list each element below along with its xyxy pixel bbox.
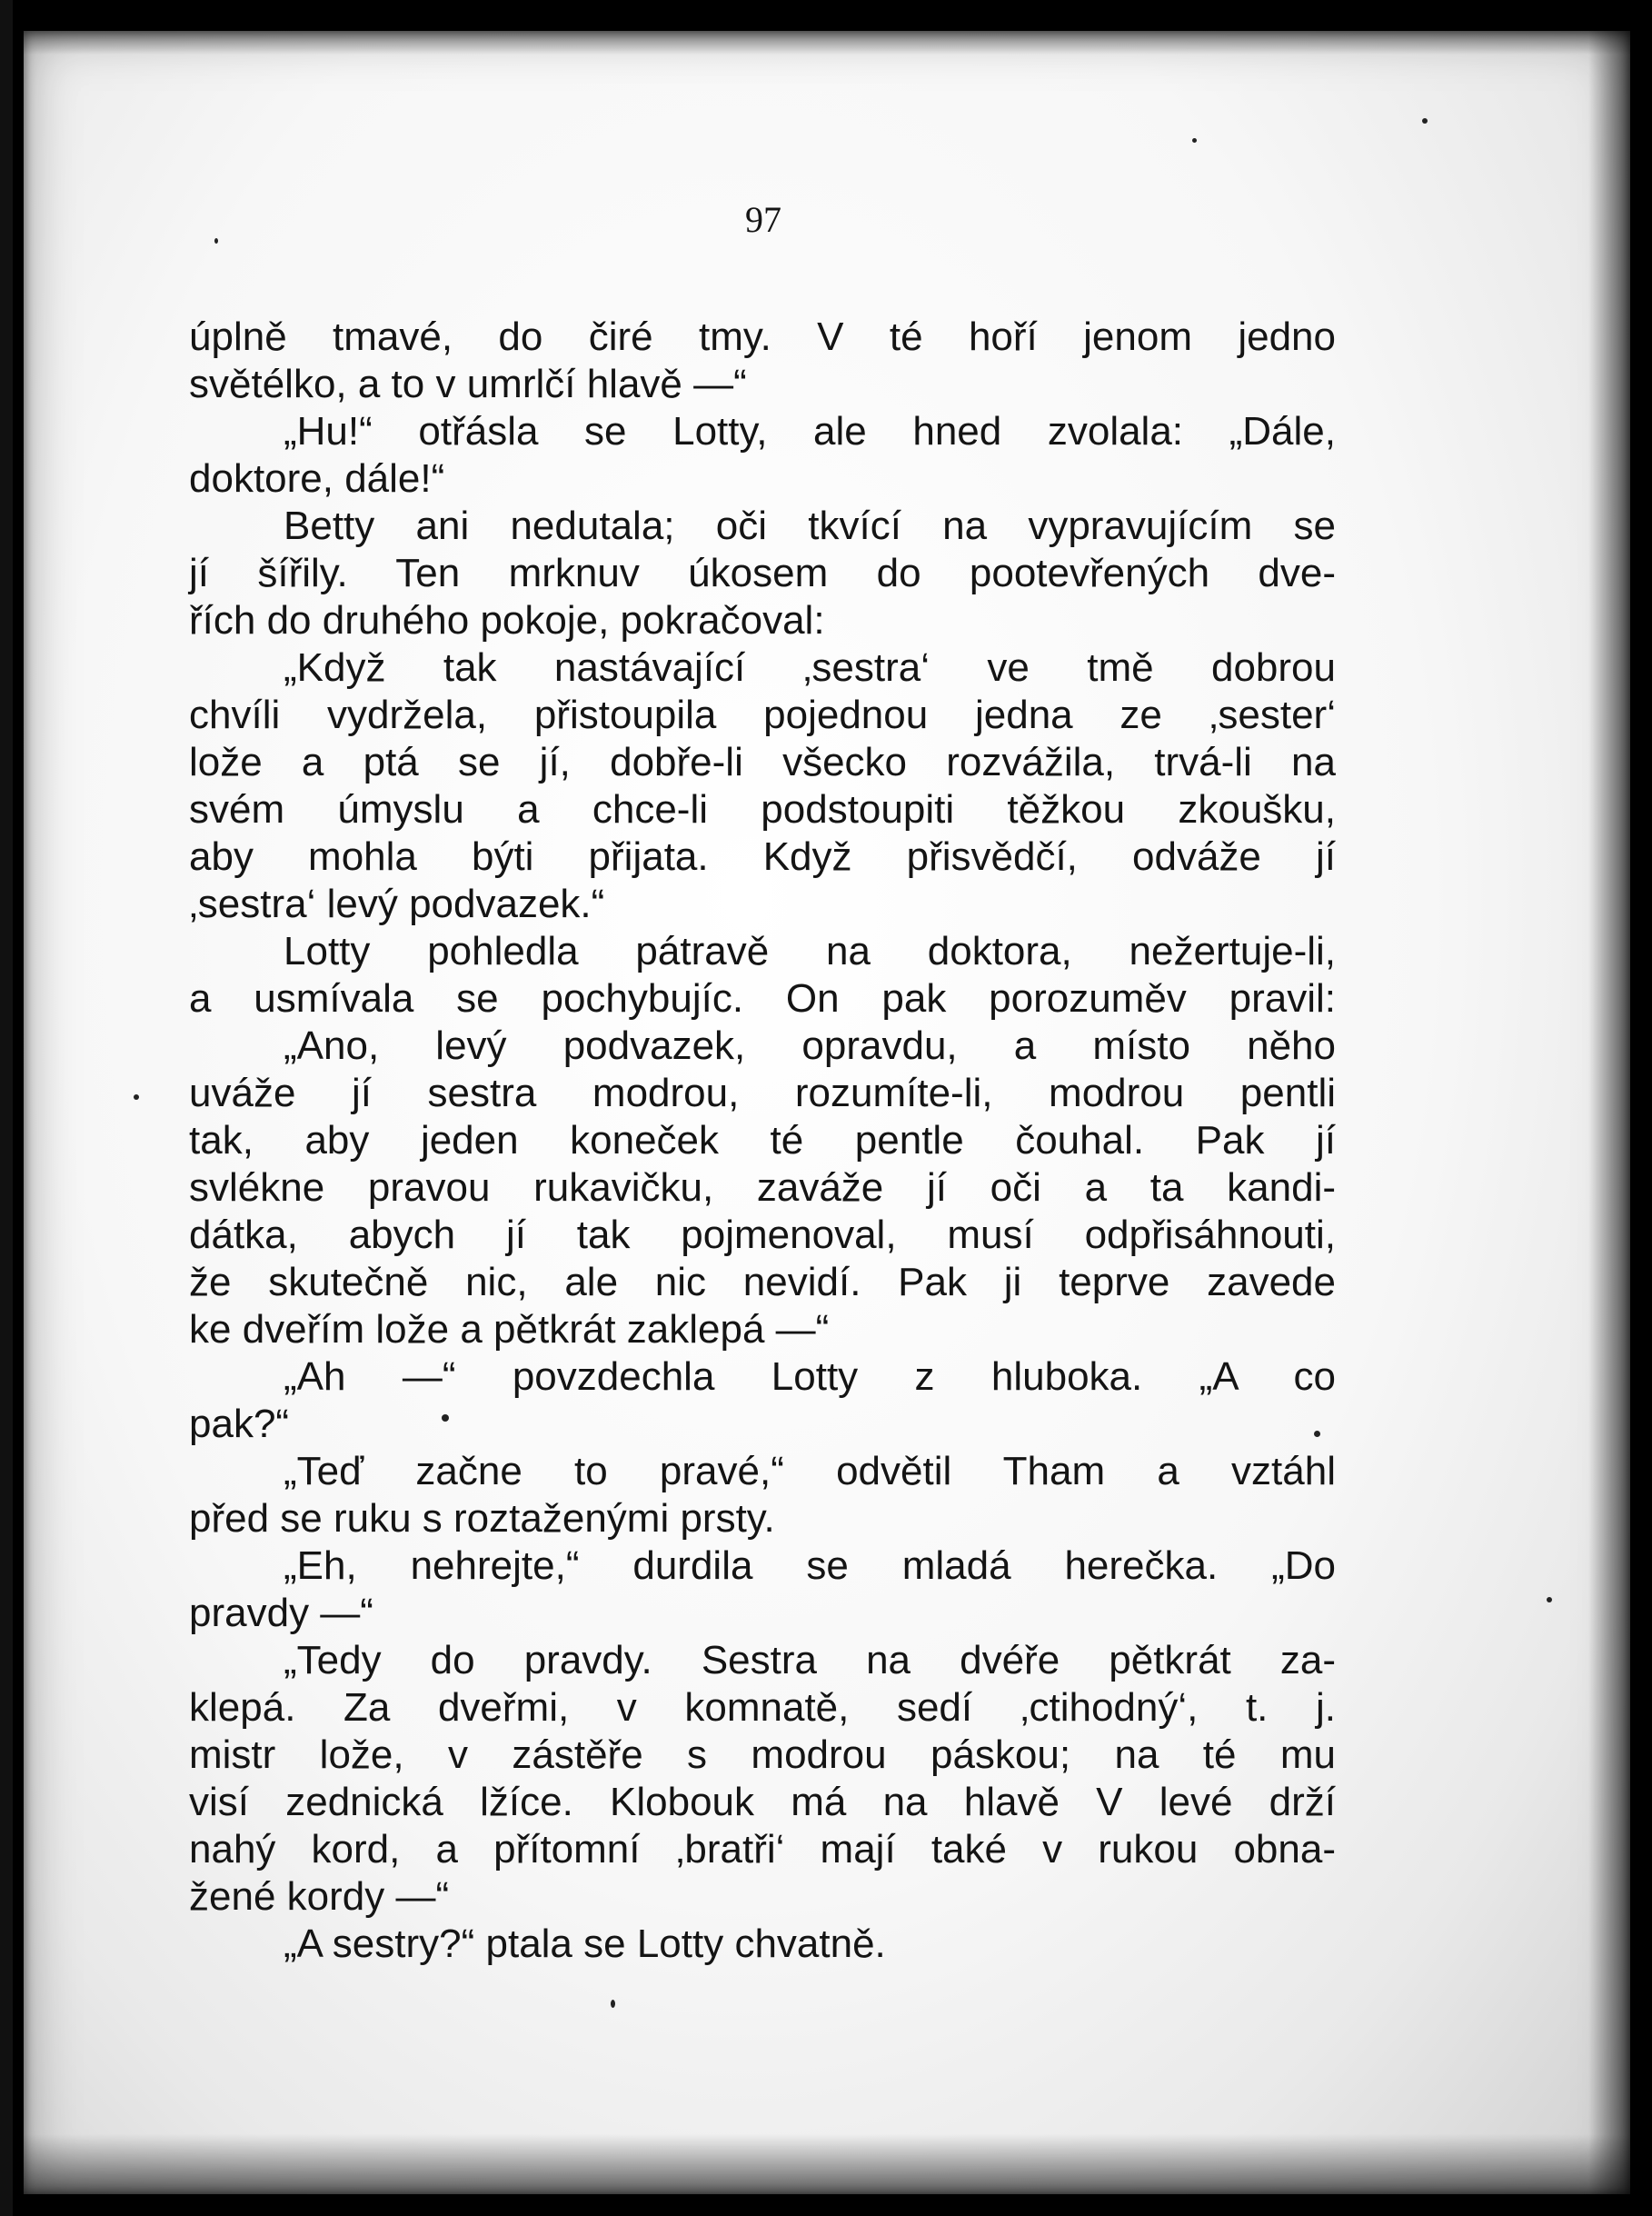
- text-line: Betty ani nedutala; oči tkvící na vypravujícím se: [284, 504, 1336, 548]
- text-line: pravdy —“: [189, 1591, 373, 1635]
- right-edge-shadow: [1588, 0, 1652, 2216]
- body-text: [189, 314, 1336, 1968]
- text-line: pak?“: [189, 1402, 290, 1446]
- dust-speck: [134, 1094, 139, 1100]
- text-line: doktore, dále!“: [189, 456, 445, 501]
- text-line: světélko, a to v umrlčí hlavě —“: [189, 362, 747, 406]
- text-line: aby mohla býti přijata. Když přisvědčí, odváže jí: [189, 834, 1336, 879]
- text-line: před se ruku s roztaženými prsty.: [189, 1496, 775, 1541]
- text-line: ‚sestra‘ levý podvazek.“: [189, 882, 605, 926]
- text-line: dátka, abych jí tak pojmenoval, musí odpřisáhnouti,: [189, 1213, 1336, 1257]
- text-line: „Eh, nehrejte,“ durdila se mladá herečka. „Do: [284, 1543, 1336, 1588]
- top-edge-shadow: [0, 0, 1652, 55]
- text-line: a usmívala se pochybujíc. On pak porozuměv pravil:: [189, 976, 1336, 1021]
- bottom-edge-shadow: [0, 2134, 1652, 2216]
- dust-speck: [1547, 1597, 1552, 1602]
- text-line: visí zednická lžíce. Klobouk má na hlavě V levé drží: [189, 1780, 1336, 1824]
- text-line: uváže jí sestra modrou, rozumíte-li, modrou pentli: [189, 1071, 1336, 1115]
- page-number: 97: [745, 199, 781, 240]
- text-line: úplně tmavé, do čiré tmy. V té hoří jenom jedno: [189, 314, 1336, 359]
- text-line: že skutečně nic, ale nic nevidí. Pak ji teprve zavede: [189, 1260, 1336, 1304]
- dust-speck: [1422, 118, 1428, 124]
- text-line: lože a ptá se jí, dobře-li všecko rozvážila, trvá-li na: [189, 740, 1336, 784]
- text-line: žené kordy —“: [189, 1874, 450, 1919]
- dust-speck: [611, 2000, 615, 2008]
- text-line: nahý kord, a přítomní ‚bratři‘ mají také v rukou obna-: [189, 1827, 1336, 1872]
- text-line: klepá. Za dveřmi, v komnatě, sedí ‚ctihodný‘, t. j.: [189, 1685, 1336, 1730]
- text-line: svém úmyslu a chce-li podstoupiti těžkou zkoušku,: [189, 787, 1336, 832]
- text-line: „Ano, levý podvazek, opravdu, a místo něho: [284, 1023, 1336, 1068]
- text-line: Lotty pohledla pátravě na doktora, nežertuje-li,: [284, 929, 1336, 973]
- text-line: „Hu!“ otřásla se Lotty, ale hned zvolala: „Dále,: [284, 409, 1336, 454]
- text-line: chvíli vydržela, přistoupila pojednou jedna ze ‚sester‘: [189, 693, 1336, 737]
- text-line: jí šířily. Ten mrknuv úkosem do pootevřených dve-: [189, 551, 1336, 595]
- text-line: tak, aby jeden koneček té pentle čouhal. Pak jí: [189, 1118, 1336, 1163]
- text-line: svlékne pravou rukavičku, zaváže jí oči a ta kandi-: [189, 1165, 1336, 1210]
- text-line: řích do druhého pokoje, pokračoval:: [189, 598, 825, 643]
- dust-speck: [1192, 138, 1197, 143]
- text-line: „Teď začne to pravé,“ odvětil Tham a vztáhl: [284, 1449, 1336, 1493]
- text-line: „Ah —“ povzdechla Lotty z hluboka. „A co: [284, 1354, 1336, 1399]
- text-line: mistr lože, v zástěře s modrou páskou; na té mu: [189, 1732, 1336, 1777]
- binding-edge: [0, 0, 13, 2216]
- text-line: „Tedy do pravdy. Sestra na dvéře pětkrát za-: [284, 1638, 1336, 1682]
- text-line: „Když tak nastávající ‚sestra‘ ve tmě dobrou: [284, 645, 1336, 690]
- text-line: „A sestry?“ ptala se Lotty chvatně.: [284, 1922, 886, 1966]
- text-line: ke dveřím lože a pětkrát zaklepá —“: [189, 1307, 830, 1352]
